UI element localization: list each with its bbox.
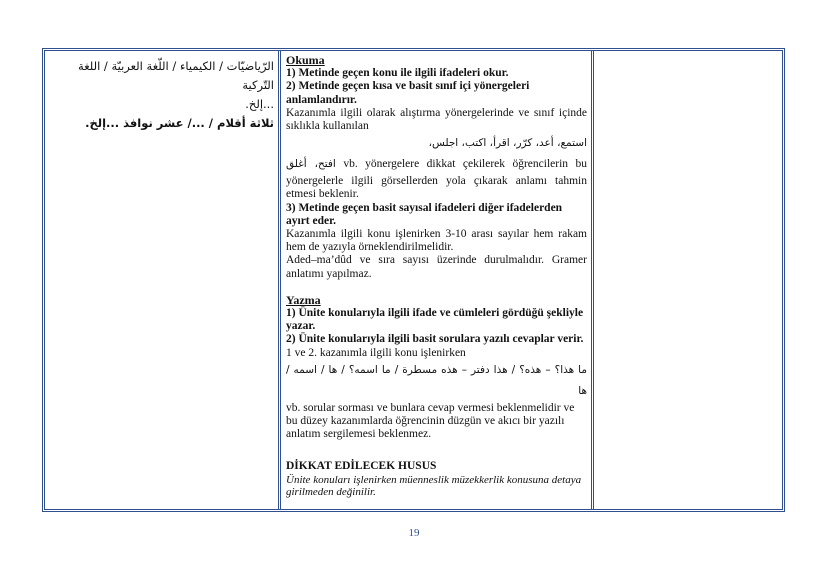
arabic-examples — [45, 51, 278, 133]
okuma-paragraph-2-text: vb. yönergelere dikkat çekilerek öğrencilerin bu yönergelerle ilgili görsellerden yola çıkarak anlamı tahmin etmesi beklenir. — [286, 158, 587, 201]
okuma-paragraph-2 — [286, 154, 587, 201]
yazma-outcome-1: 1) Ünite konularıyla ilgili ifade ve cümleleri gördüğü şekliyle yazar. — [286, 307, 584, 333]
dikkat-text: Ünite konuları işlenirken müenneslik müzekkerlik konusuna detaya girilmeden değinilir. — [286, 473, 582, 499]
okuma-heading: Okuma — [286, 53, 325, 67]
curriculum-table — [42, 48, 785, 512]
arabic-example-subjects: الرّياضيّات / الكيمياء / اللّغة العربيّة / اللغة التّركية — [78, 59, 274, 92]
arabic-example-numbers: ثلاثة أقلام / .../ عشر نوافذ ...إلخ. — [85, 116, 274, 130]
okuma-paragraph-4: Aded–ma’dûd ve sıra sayısı üzerinde durulmalıdır. Gramer anlatımı yapılmaz. — [286, 254, 587, 280]
okuma-paragraph-3: Kazanımla ilgili konu işlenirken 3-10 arası sayılar hem rakam hem de yazıyla örneklendirilmelidir. — [286, 228, 587, 254]
yazma-heading: Yazma — [286, 292, 321, 307]
okuma-outcome-1: 1) Metinde geçen konu ile ilgili ifadeleri okur. — [286, 67, 509, 80]
okuma-outcome-2: 2) Metinde geçen kısa ve basit sınıf içi yönergeleri anlamlandırır. — [286, 80, 530, 106]
okuma-arabic-commands-2: افتح، أغلق — [286, 158, 336, 171]
examples-cell — [45, 51, 281, 509]
page-number: 19 — [408, 527, 420, 539]
empty-cell — [595, 51, 782, 509]
arabic-example-etc: ...إلخ. — [245, 97, 274, 111]
explanations-cell — [282, 51, 594, 509]
yazma-outcome-2: 2) Ünite konularıyla ilgili basit sorulara yazılı cevaplar verir. — [286, 333, 584, 346]
okuma-paragraph-1: Kazanımla ilgili olarak alıştırma yönergelerinde ve sınıf içinde sıklıkla kullanılan — [286, 106, 587, 133]
yazma-arabic-questions: ما هذا؟ – هذه؟ / هذا دفتر – هذه مسطرة / ما اسمه؟ / ها / اسمه / ها — [286, 363, 587, 397]
okuma-arabic-commands-1: استمع، أعد، كرّر، اقرأ، اكتب، اجلس، — [428, 137, 587, 150]
okuma-outcome-3: 3) Metinde geçen basit sayısal ifadeleri diğer ifadelerden ayırt eder. — [286, 201, 563, 227]
dikkat-heading: DİKKAT EDİLECEK HUSUS — [286, 460, 437, 473]
yazma-paragraph-1: 1 ve 2. kazanımla ilgili konu işlenirken — [286, 346, 466, 359]
yazma-paragraph-2: vb. sorular sorması ve bunlara cevap vermesi beklenmelidir ve bu düzey kazanımlarda öğrencinin düzgün ve akıcı bir yazılı anlatım sergilemesi beklenmez. — [286, 401, 575, 441]
